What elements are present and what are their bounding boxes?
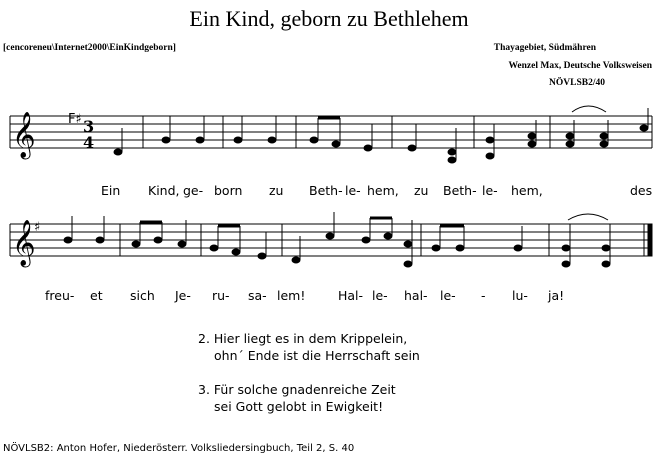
file-path: [cencoreneu\Internet2000\EinKindgeborn] <box>3 43 176 53</box>
lyric-syllable: hem, <box>511 183 543 198</box>
sharp-icon: F♯ <box>68 112 82 127</box>
lyric-syllable: sich <box>130 288 155 303</box>
lyric-syllable: ge- <box>183 183 204 198</box>
lyric-syllable: Beth- <box>443 183 477 198</box>
lyric-syllable: Kind, <box>148 183 180 198</box>
lyric-syllable: Beth- <box>309 183 343 198</box>
lyric-syllable: lem! <box>277 288 306 303</box>
lyric-syllable: des <box>630 183 653 198</box>
treble-clef-icon: 𝄞 <box>12 112 36 158</box>
lyric-syllable: born <box>214 183 243 198</box>
footnote: NÖVLSB2: Anton Hofer, Niederösterr. Volksliedersingbuch, Teil 2, S. 40 <box>3 443 355 454</box>
lyric-syllable: hem, <box>367 183 399 198</box>
lyric-syllable: le- <box>345 183 361 198</box>
credit-source: Wenzel Max, Deutsche Volksweisen <box>508 61 652 71</box>
staff-system-2 <box>10 224 652 256</box>
verse-3 <box>198 381 396 415</box>
song-title: Ein Kind, geborn zu Bethlehem <box>189 6 469 31</box>
lyric-syllable: Je- <box>175 288 191 303</box>
credit-region: Thayagebiet, Südmähren <box>493 43 596 53</box>
lyric-syllable: Ein <box>101 183 121 198</box>
lyric-syllable: freu- <box>45 288 75 303</box>
verse-2 <box>198 330 420 364</box>
lyric-syllable: zu <box>414 183 429 198</box>
credit-code: NÖVLSB2/40 <box>549 78 605 88</box>
lyric-syllable: hal- <box>404 288 428 303</box>
staff-system-1 <box>10 116 652 148</box>
verse-2-line-1: 2. Hier liegt es in dem Krippelein, <box>198 331 408 346</box>
lyric-syllable: - <box>481 288 486 303</box>
lyric-syllable: le- <box>372 288 388 303</box>
time-signature-top: 3 <box>83 117 95 136</box>
lyric-syllable: et <box>90 288 103 303</box>
sharp-icon-2: ♯ <box>34 220 41 235</box>
time-signature-bottom: 4 <box>83 133 95 152</box>
lyric-syllable: zu <box>269 183 284 198</box>
lyric-syllable: sa- <box>248 288 267 303</box>
lyric-syllable: ja! <box>548 288 565 303</box>
verse-3-line-1: 3. Für solche gnadenreiche Zeit <box>198 382 396 397</box>
lyric-syllable: ru- <box>212 288 230 303</box>
lyric-syllable: le- <box>440 288 456 303</box>
lyric-syllable: le- <box>482 183 498 198</box>
lyric-syllable: lu- <box>512 288 528 303</box>
treble-clef-icon-2: 𝄞 <box>12 220 36 266</box>
verse-2-line-2: ohn´ Ende ist die Herrschaft sein <box>214 348 420 363</box>
lyric-syllable: Hal- <box>338 288 364 303</box>
verse-3-line-2: sei Gott gelobt in Ewigkeit! <box>214 399 384 414</box>
notes-system-1 <box>114 106 648 163</box>
